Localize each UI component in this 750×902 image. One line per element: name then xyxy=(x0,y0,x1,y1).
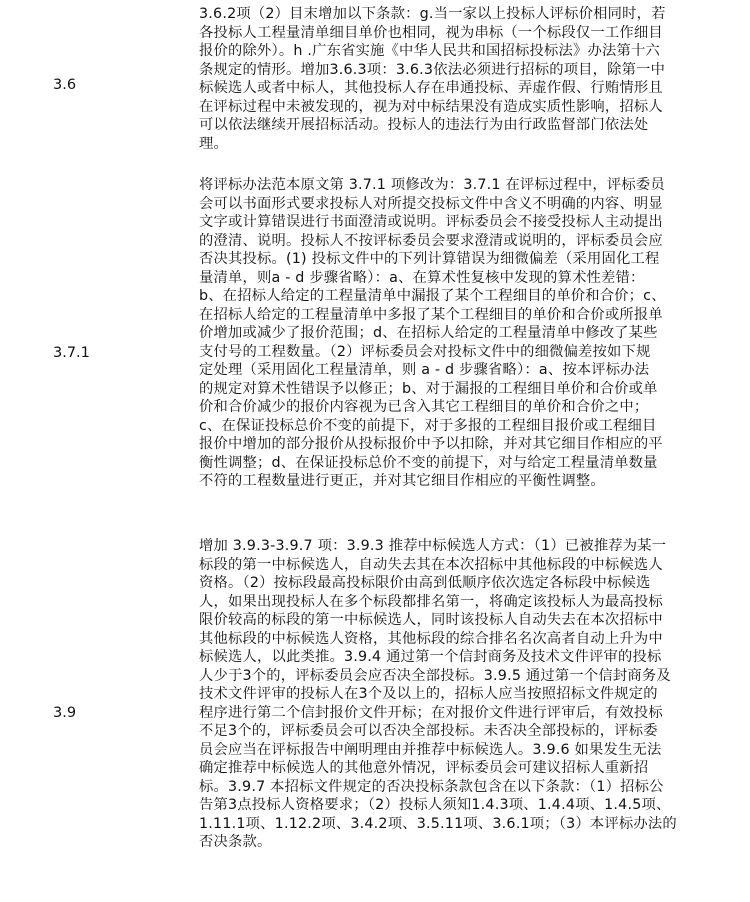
clause-text xyxy=(199,537,719,852)
text-line: 各投标人工程量清单细目单价也相同，视为串标（一个标段仅一工作细目 xyxy=(199,24,663,41)
text-line: 定处理（采用固化工程量清单，则 a - d 步骤省略）：a、按本评标办法 xyxy=(199,362,650,378)
text-line: c、在保证投标总价不变的前提下，对于多报的工程细目报价或工程细目 xyxy=(199,417,657,434)
clause-number: 3.7.1 xyxy=(53,345,90,361)
text-line: 告第3点投标人资格要求；（2）投标人须知1.4.3项、1.4.4项、1.4.5项、 xyxy=(199,797,671,813)
text-line: 标候选人或者中标人，其他投标人存在串通投标、弄虚作假、行贿情形且 xyxy=(199,80,663,96)
text-line: 人，如果出现投标人在多个标段都排名第一，将确定该投标人为最高投标 xyxy=(199,593,663,610)
clause-text xyxy=(199,176,719,491)
text-line: 标候选人，以此类推。3.9.4 通过第一个信封商务及技术文件评审的投标 xyxy=(199,649,662,665)
text-line: 程序进行第二个信封报价文件开标；在对报价文件进行评审后，有效投标 xyxy=(199,704,663,721)
text-line: 条规定的情形。增加3.6.3项：3.6.3依法必须进行招标的项目，除第一中 xyxy=(199,61,666,78)
text-line: 限价较高的标段的第一中标候选人，同时该投标人自动失去在本次招标中 xyxy=(199,612,663,628)
text-line: 的澄清、说明。投标人不按评标委员会要求澄清或说明的，评标委员会应 xyxy=(199,232,663,249)
clause-text xyxy=(199,5,719,153)
text-line: 人少于3个的，评标委员会应否决全部投标。3.9.5 通过第一个信封商务及 xyxy=(199,667,671,684)
text-line: 否决条款。 xyxy=(199,834,272,850)
text-line: 报价中增加的部分报价从投标报价中予以扣除，并对其它细目作相应的平 xyxy=(199,436,663,452)
text-line: 衡性调整；d、在保证投标总价不变的前提下，对与给定工程量清单数量 xyxy=(199,454,658,471)
text-line: 其他标段的中标候选人资格，其他标段的综合排名名次高者自动上升为中 xyxy=(199,630,663,647)
clause-number: 3.6 xyxy=(53,77,77,93)
text-line: 在评标过程中未被发现的，视为对中标结果没有造成实质性影响，招标人 xyxy=(199,98,663,115)
text-line: 的规定对算术性错误予以修正；b、对于漏报的工程细目单价和合价或单 xyxy=(199,380,658,397)
text-line: 支付号的工程数量。（2）评标委员会对投标文件中的细微偏差按如下规 xyxy=(199,343,651,360)
text-line: 将评标办法范本原文第 3.7.1 项修改为：3.7.1 在评标过程中，评标委员 xyxy=(199,177,665,193)
text-line: 会可以书面形式要求投标人对所提交投标文件中含义不明确的内容、明显 xyxy=(199,195,663,212)
text-line: 3.6.2项（2）目末增加以下条款：g.当一家以上投标人评标价相同时，若 xyxy=(199,6,666,22)
text-line: 不符的工程数量进行更正，并对其它细目作相应的平衡性调整。 xyxy=(199,473,605,489)
text-line: 在招标人给定的工程量清单中多报了某个工程细目的单价和合价或所报单 xyxy=(199,306,663,323)
text-line: 价增加或减少了报价范围；d、在招标人给定的工程量清单中修改了某些 xyxy=(199,325,658,341)
text-line: 技术文件评审的投标人在3个及以上的，招标人应当按照招标文件规定的 xyxy=(199,686,658,702)
text-line: b、在招标人给定的工程量清单中漏报了某个工程细目的单价和合价；c、 xyxy=(199,288,666,304)
text-line: 标段的第一中标候选人，自动失去其在本次招标中其他标段的中标候选人 xyxy=(199,556,663,573)
text-line: 1.11.1项、1.12.2项、3.4.2项、3.5.11项、3.6.1项；（3）本评标办法的 xyxy=(199,815,677,832)
text-line: 价和合价减少的报价内容视为已含入其它工程细目的单价和合价之中； xyxy=(199,399,649,415)
text-line: 可以依法继续开展招标活动。投标人的违法行为由行政监督部门依法处 xyxy=(199,117,649,133)
text-line: 报价的除外）。h .广东省实施《中华人民共和国招标投标法》办法第十六 xyxy=(199,43,661,59)
text-line: 文字或计算错误进行书面澄清或说明。评标委员会不接受投标人主动提出 xyxy=(199,214,663,230)
text-line: 增加 3.9.3-3.9.7 项：3.9.3 推荐中标候选人方式：（1）已被推荐为某一 xyxy=(199,538,667,554)
text-line: 员会应当在评标报告中阐明理由并推荐中标候选人。3.9.6 如果发生无法 xyxy=(199,741,662,758)
text-line: 不足3个的，评标委员会可以否决全部投标。未否决全部投标的，评标委 xyxy=(199,723,658,739)
text-line: 量清单，则a - d 步骤省略）：a、在算术性复核中发现的算术性差错： xyxy=(199,269,645,286)
text-line: 资格。（2）按标段最高投标限价由高到低顺序依次选定各标段中标候选 xyxy=(199,575,651,591)
clause-number: 3.9 xyxy=(53,705,77,721)
text-line: 理。 xyxy=(199,135,228,152)
text-line: 确定推荐中标候选人的其他意外情况，评标委员会可建议招标人重新招 xyxy=(199,760,649,776)
text-line: 标。3.9.7 本招标文件规定的否决投标条款包含在以下条款：（1）招标公 xyxy=(199,778,664,795)
text-line: 否决其投标。(1) 投标文件中的下列计算错误为细微偏差（采用固化工程 xyxy=(199,251,660,267)
